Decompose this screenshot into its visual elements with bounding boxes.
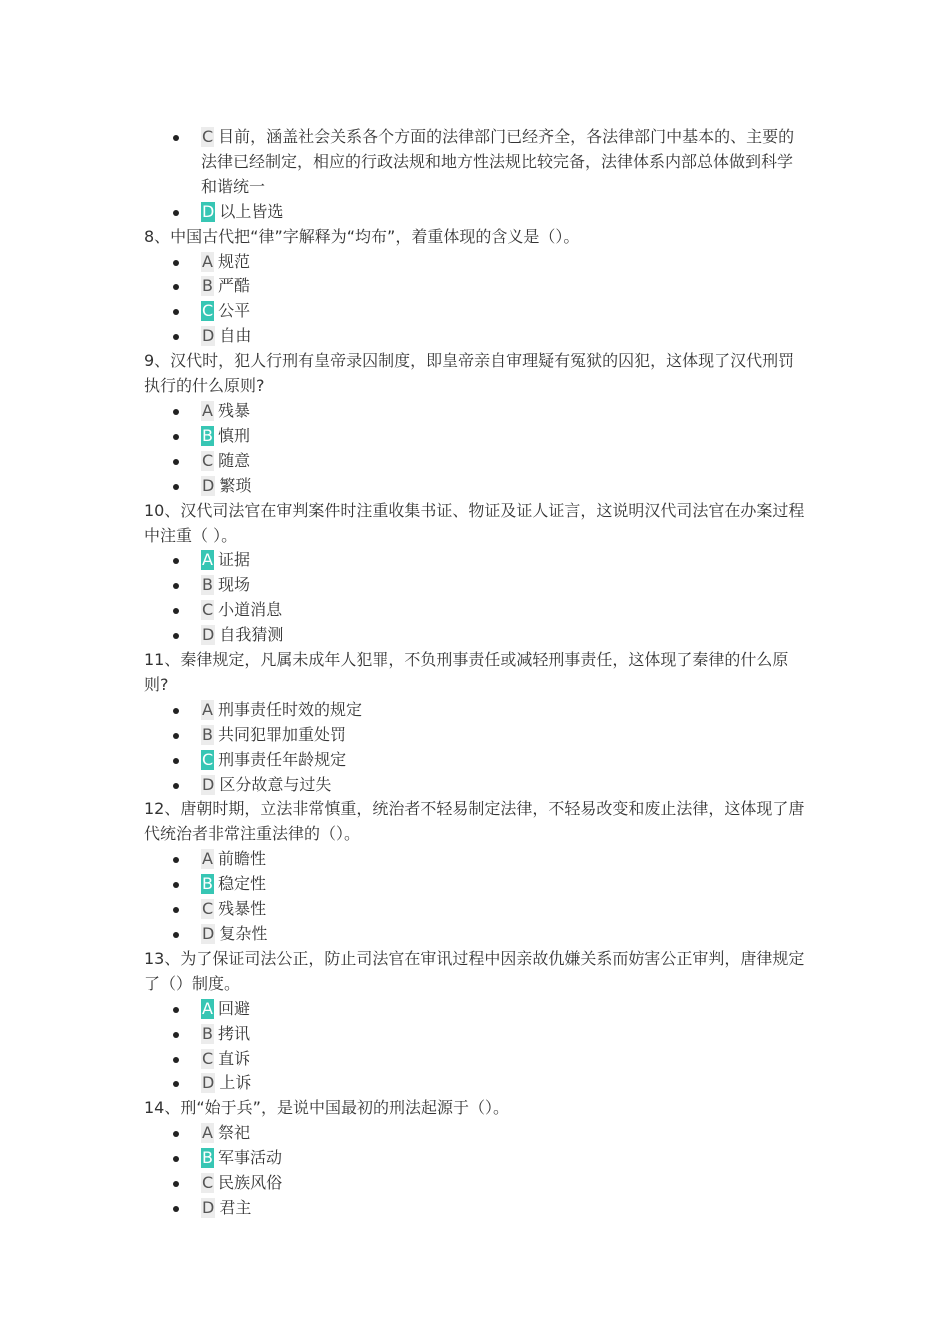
option-text: 证据	[217, 550, 250, 570]
option-text: 小道消息	[218, 600, 283, 620]
option-text: 拷讯	[217, 1023, 250, 1043]
option-letter: D	[202, 475, 215, 495]
option-letter: D	[202, 326, 215, 346]
correct-option-letter: C	[202, 749, 214, 769]
option-list	[144, 399, 808, 499]
option-item	[144, 623, 808, 648]
option-item	[144, 1022, 808, 1047]
option-letter: A	[202, 1123, 213, 1143]
option-text: 前瞻性	[217, 849, 266, 869]
option-letter: A	[202, 400, 213, 420]
option-list	[144, 997, 808, 1097]
option-letter: A	[202, 699, 213, 719]
option-item	[144, 125, 808, 200]
correct-option-letter: B	[202, 874, 213, 894]
option-item	[144, 1121, 808, 1146]
question-block	[144, 648, 808, 797]
option-text: 稳定性	[217, 874, 266, 894]
correct-option-letter: A	[202, 550, 213, 570]
option-text: 直诉	[218, 1048, 251, 1068]
quiz-document	[144, 125, 808, 1221]
option-item	[144, 299, 808, 324]
option-item	[144, 424, 808, 449]
option-list	[144, 548, 808, 648]
correct-option-letter: C	[202, 301, 214, 321]
option-item	[144, 1146, 808, 1171]
option-item	[144, 598, 808, 623]
option-letter: C	[202, 899, 214, 919]
option-letter: B	[202, 276, 213, 296]
correct-option-letter: B	[202, 1148, 213, 1168]
option-text: 自由	[219, 326, 252, 346]
option-text: 现场	[217, 575, 250, 595]
option-text: 共同犯罪加重处罚	[217, 724, 346, 744]
option-item	[144, 773, 808, 798]
option-item	[144, 698, 808, 723]
option-text: 君主	[219, 1197, 252, 1217]
option-text: 繁琐	[219, 475, 252, 495]
option-text: 刑事责任时效的规定	[217, 699, 362, 719]
option-text: 刑事责任年龄规定	[218, 749, 347, 769]
option-item	[144, 200, 808, 225]
option-text: 以上皆选	[219, 201, 284, 221]
option-letter: C	[202, 450, 214, 470]
question-text: 8、中国古代把“律”字解释为“均布”，着重体现的含义是（）。	[144, 226, 580, 246]
option-text: 军事活动	[217, 1148, 282, 1168]
option-letter: B	[202, 724, 213, 744]
option-item	[144, 748, 808, 773]
question-text: 12、唐朝时期，立法非常慎重，统治者不轻易制定法律，不轻易改变和废止法律，这体现了唐代统治者非常注重法律的（）。	[144, 799, 805, 844]
option-letter: C	[202, 127, 214, 146]
question-text: 13、为了保证司法公正，防止司法官在审讯过程中因亲故仇嫌关系而妨害公正审判，唐律规定了（）制度。	[144, 948, 805, 993]
option-item	[144, 997, 808, 1022]
option-list	[144, 250, 808, 350]
question-block	[144, 225, 808, 350]
option-item	[144, 1071, 808, 1096]
option-text: 上诉	[219, 1073, 252, 1093]
option-text: 残暴性	[218, 899, 267, 919]
option-item	[144, 274, 808, 299]
option-letter: B	[202, 575, 213, 595]
option-text: 公平	[218, 301, 251, 321]
option-text: 规范	[217, 251, 250, 271]
option-letter: D	[202, 924, 215, 943]
option-item	[144, 897, 808, 922]
question-block	[144, 1096, 808, 1221]
option-text: 民族风俗	[218, 1173, 283, 1193]
option-item	[144, 847, 808, 872]
option-letter: C	[202, 600, 214, 620]
option-letter: A	[202, 251, 213, 271]
option-letter: D	[202, 1197, 215, 1217]
option-item	[144, 250, 808, 275]
option-item	[144, 922, 808, 947]
question-text: 11、秦律规定，凡属未成年人犯罪，不负刑事责任或减轻刑事责任，这体现了秦律的什么原则?	[144, 650, 789, 694]
question-block	[144, 947, 808, 1096]
option-item	[144, 1047, 808, 1072]
option-list	[144, 698, 808, 798]
option-text: 复杂性	[219, 924, 268, 943]
option-item	[144, 449, 808, 474]
option-item	[144, 872, 808, 897]
option-text: 目前，涵盖社会关系各个方面的法律部门已经齐全，各法律部门中基本的、主要的法律已经制定，相应的行政法规和地方性法规比较完备，法律体系内部总体做到科学和谐统一	[201, 127, 795, 196]
option-text: 自我猜测	[219, 625, 284, 645]
option-letter: A	[202, 849, 213, 869]
option-text: 回避	[217, 998, 250, 1018]
correct-option-letter: D	[202, 201, 215, 221]
option-item	[144, 1196, 808, 1221]
option-item	[144, 1171, 808, 1196]
option-text: 区分故意与过失	[219, 774, 332, 794]
option-letter: D	[202, 774, 215, 794]
option-list	[144, 847, 808, 947]
option-letter: C	[202, 1048, 214, 1068]
option-text: 严酷	[217, 276, 250, 296]
option-letter: D	[202, 625, 215, 645]
question-block	[144, 797, 808, 946]
option-item	[144, 474, 808, 499]
question-block	[144, 125, 808, 225]
option-item	[144, 324, 808, 349]
question-text: 10、汉代司法官在审判案件时注重收集书证、物证及证人证言，这说明汉代司法官在办案过程中注重（ ）。	[144, 500, 805, 545]
question-text: 14、刑“始于兵”，是说中国最初的刑法起源于（）。	[144, 1098, 509, 1118]
option-text: 慎刑	[217, 425, 250, 445]
option-item	[144, 399, 808, 424]
question-block	[144, 499, 808, 648]
option-item	[144, 548, 808, 573]
option-list	[144, 125, 808, 225]
option-text: 祭祀	[217, 1123, 250, 1143]
correct-option-letter: A	[202, 998, 213, 1018]
option-letter: B	[202, 1023, 213, 1043]
option-text: 随意	[218, 450, 251, 470]
option-list	[144, 1121, 808, 1221]
option-letter: C	[202, 1173, 214, 1193]
option-text: 残暴	[217, 400, 250, 420]
option-item	[144, 573, 808, 598]
question-text: 9、汉代时，犯人行刑有皇帝录囚制度，即皇帝亲自审理疑有冤狱的囚犯，这体现了汉代刑罚执行的什么原则?	[144, 351, 795, 396]
correct-option-letter: B	[202, 425, 213, 445]
question-block	[144, 349, 808, 498]
option-item	[144, 723, 808, 748]
option-letter: D	[202, 1073, 215, 1093]
